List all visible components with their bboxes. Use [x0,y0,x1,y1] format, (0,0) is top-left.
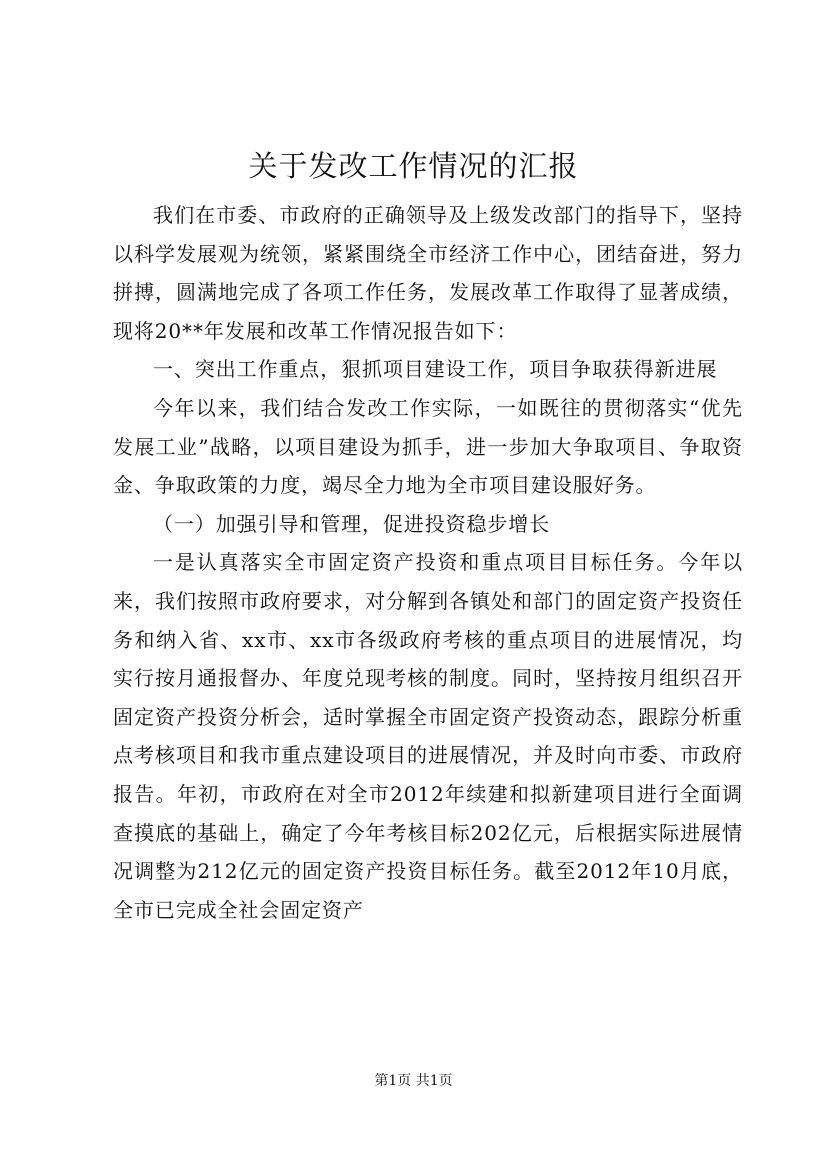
subsection-heading-1: （一）加强引导和管理，促进投资稳步增长 [153,511,551,536]
paragraph-section-1: 今年以来，我们结合发改工作实际，一如既往的贯彻落实“优先发展工业”战略，以项目建设为抓手，进一步加大争取项目、争取资金、争取政策的力度，竭尽全力地为全市项目建设服好务。 [113,395,743,498]
page-number: 第1页 共1页 [374,1073,453,1089]
document-title: 关于发改工作情况的汇报 [248,149,579,183]
section-heading-1: 一、突出工作重点，狠抓项目建设工作，项目争取获得新进展 [153,357,718,382]
document-body [113,196,743,929]
paragraph-investment: 一是认真落实全市固定资产投资和重点项目目标任务。今年以来，我们按照市政府要求，对分解到各镇处和部门的固定资产投资任务和纳入省、xx市、xx市各级政府考核的重点项目的进展情况，均实行按月通报督办、年度兑现考核的制度。同时，坚持按月组织召开固定资产投资分析会，适时掌握全市固定资产投资动态，跟踪分析重点考核项目和我市重点建设项目的进展情况，并及时向市委、市政府报告。年初，市政府在对全市2012年续建和拟新建项目进行全面调查摸底的基础上，确定了今年考核目标202亿元，后根据实际进展情况调整为212亿元的固定资产投资目标任务。截至2012年10月底，全市已完成全社会固定资产 [113,550,743,922]
paragraph-intro: 我们在市委、市政府的正确领导及上级发改部门的指导下，坚持以科学发展观为统领，紧紧围绕全市经济工作中心，团结奋进，努力拼搏，圆满地完成了各项工作任务，发展改革工作取得了显著成绩，现将20**年发展和改革工作情况报告如下： [113,203,743,343]
